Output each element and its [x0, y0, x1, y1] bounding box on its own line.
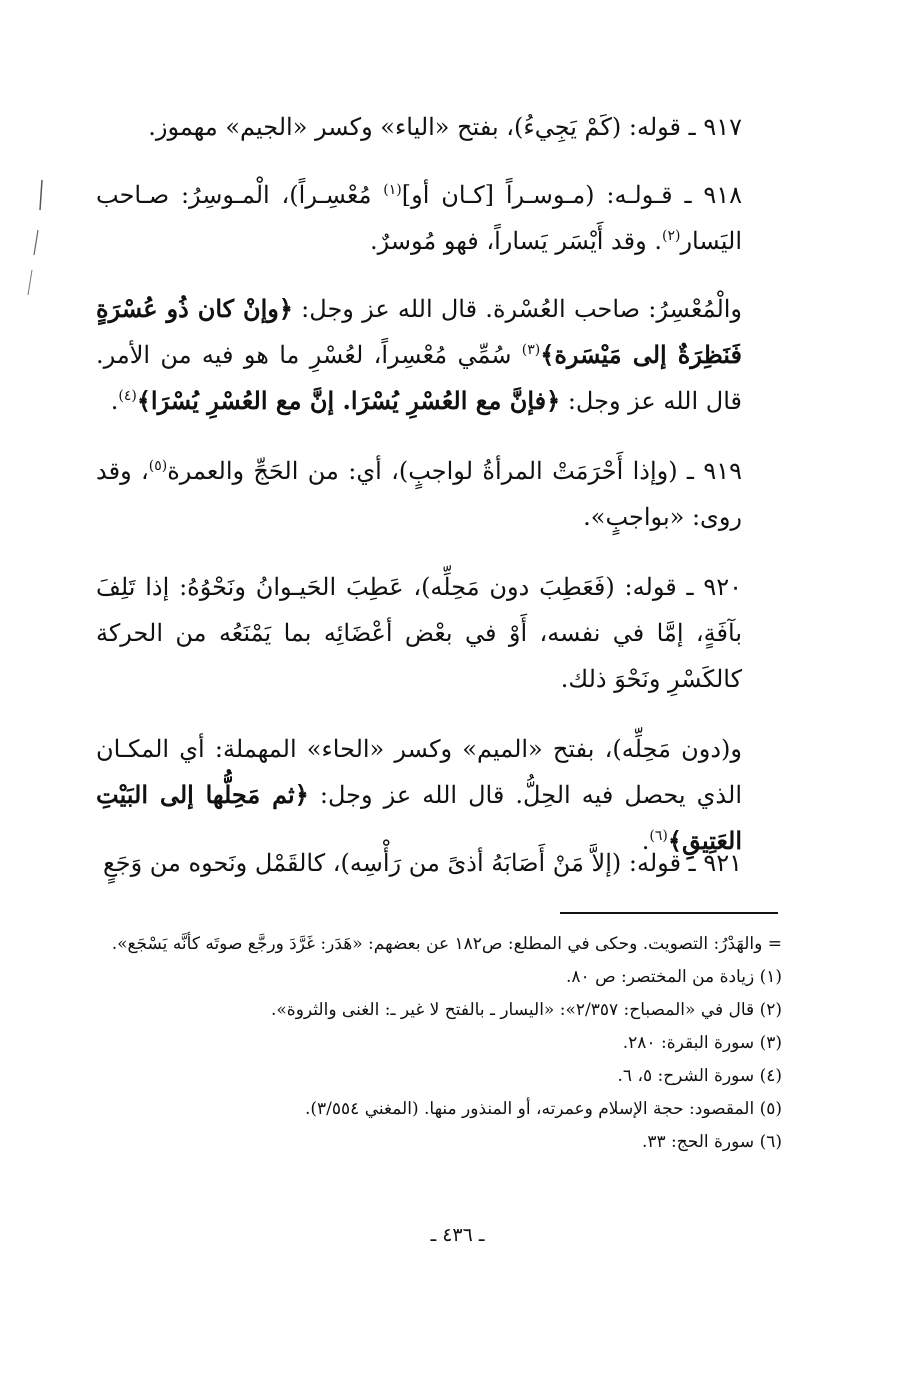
- footnote-5: (٥) المقصود: حجة الإسلام وعمرته، أو المنذور منها. (المغني ٣/٥٥٤).: [305, 1099, 782, 1119]
- muasir-end: .: [110, 387, 119, 415]
- muasir-text-b: سُمِّي مُعْسِراً، لعُسْرِ ما هو فيه من الأمر. قال الله عز وجل:: [96, 341, 742, 415]
- entry-921: [96, 840, 742, 886]
- entry-918-text-a: ٩١٨ ـ قـولـه: (مـوسـراً [كـان أو]: [401, 181, 742, 209]
- entry-918-text-b: مُعْسِـراً)، الْمـوسِرُ: صـاحب اليَسار: [96, 181, 742, 255]
- entry-921-text: ٩٢١ ـ قوله: (إلاَّ مَنْ أَصَابَهُ أذىً من رَأْسِه)، كالقَمْل ونَحوه من وَجَعٍ: [102, 849, 742, 877]
- footnote-6: (٦) سورة الحج: ٣٣.: [641, 1132, 782, 1152]
- entry-919: [96, 448, 742, 540]
- quran-quote-3: ﴿ثم مَحِلُّها إلى البَيْتِ العَتِيقِ﴾: [96, 780, 742, 855]
- footnote-3: (٣) سورة البقرة: ٢٨٠.: [622, 1033, 782, 1053]
- entry-918-text-c: . وقد أَيْسَر يَساراً، فهو مُوسرٌ.: [369, 227, 662, 255]
- footnote-2: (٢) قال في «المصباح: ٢/٣٥٧»: «اليسار ـ بالفتح لا غير ـ: الغنى والثروة».: [270, 1000, 782, 1020]
- footnote-ref-3: (٣): [521, 342, 541, 358]
- footnote-ref-1: (١): [383, 182, 402, 198]
- footnote-1: (١) زيادة من المختصر: ص ٨٠.: [566, 967, 782, 987]
- entry-920: [96, 564, 742, 702]
- footnote-ref-2: (٢): [661, 228, 681, 244]
- paragraph-muasir: [96, 286, 742, 424]
- quran-quote-2: ﴿فإنَّ مع العُسْرِ يُسْرَا. إنَّ مع العُسْرِ يُسْرَا﴾: [136, 386, 561, 415]
- page-number: ـ ٤٣٦ ـ: [430, 1224, 485, 1246]
- entry-920-text: ٩٢٠ ـ قوله: (فَعَطِبَ دون مَحِلِّه)، عَطِبَ الحَيـوانُ ونَحْوُهُ: إذا تَلِفَ بآفَةٍ، إمَّا في نفسه، أَوْ في بعْض أعْضَائِه بما يَمْنَعُه من الحركة كالكَسْرِ ونَحْوَ ذلك.: [96, 573, 742, 693]
- footnote-4: (٤) سورة الشرح: ٥، ٦.: [617, 1066, 782, 1086]
- dun-text-a: و(دون مَحِلِّه)، بفتح «الميم» وكسر «الحاء» المهملة: أي المكـان الذي يحصل فيه الحِلُّ. قال الله عز وجل:: [96, 735, 742, 809]
- footnote-separator: [560, 912, 778, 914]
- footnote-ref-5: (٥): [148, 458, 168, 474]
- entry-919-text-a: ٩١٩ ـ (وإذا أَحْرَمَتْ المرأةُ لواجبٍ)، أي: من الحَجِّ والعمرة: [167, 457, 742, 485]
- entry-917: [96, 104, 742, 150]
- entry-918: [96, 172, 742, 264]
- footnote-ref-6: (٦): [649, 828, 668, 844]
- entry-919-text-b: ، وقد روى: «بواجبٍ».: [96, 457, 742, 531]
- dun-end: .: [641, 827, 650, 855]
- footnote-ref-4: (٤): [118, 388, 137, 404]
- quran-quote-1: ﴿وإنْ كان ذُو عُسْرَةٍ فَنَظِرَةٌ إلى مَيْسَرة﴾: [96, 294, 742, 369]
- footnote-continuation: = والهَدْرُ: التصويت. وحكى في المطلع: ص١٨٢ عن بعضهم: «هَدَر: غَرَّدَ ورجَّع صوتَه كأنَّه يَسْجَع».: [111, 934, 782, 954]
- entry-917-text: ٩١٧ ـ قوله: (كَمْ يَجِيءُ)، بفتح «الياء» وكسر «الجيم» مهموز.: [148, 113, 742, 141]
- muasir-text-a: والْمُعْسِرُ: صاحب العُسْرة. قال الله عز وجل:: [292, 295, 743, 323]
- margin-pencil-marks: [18, 170, 48, 310]
- footnotes: [92, 928, 782, 1159]
